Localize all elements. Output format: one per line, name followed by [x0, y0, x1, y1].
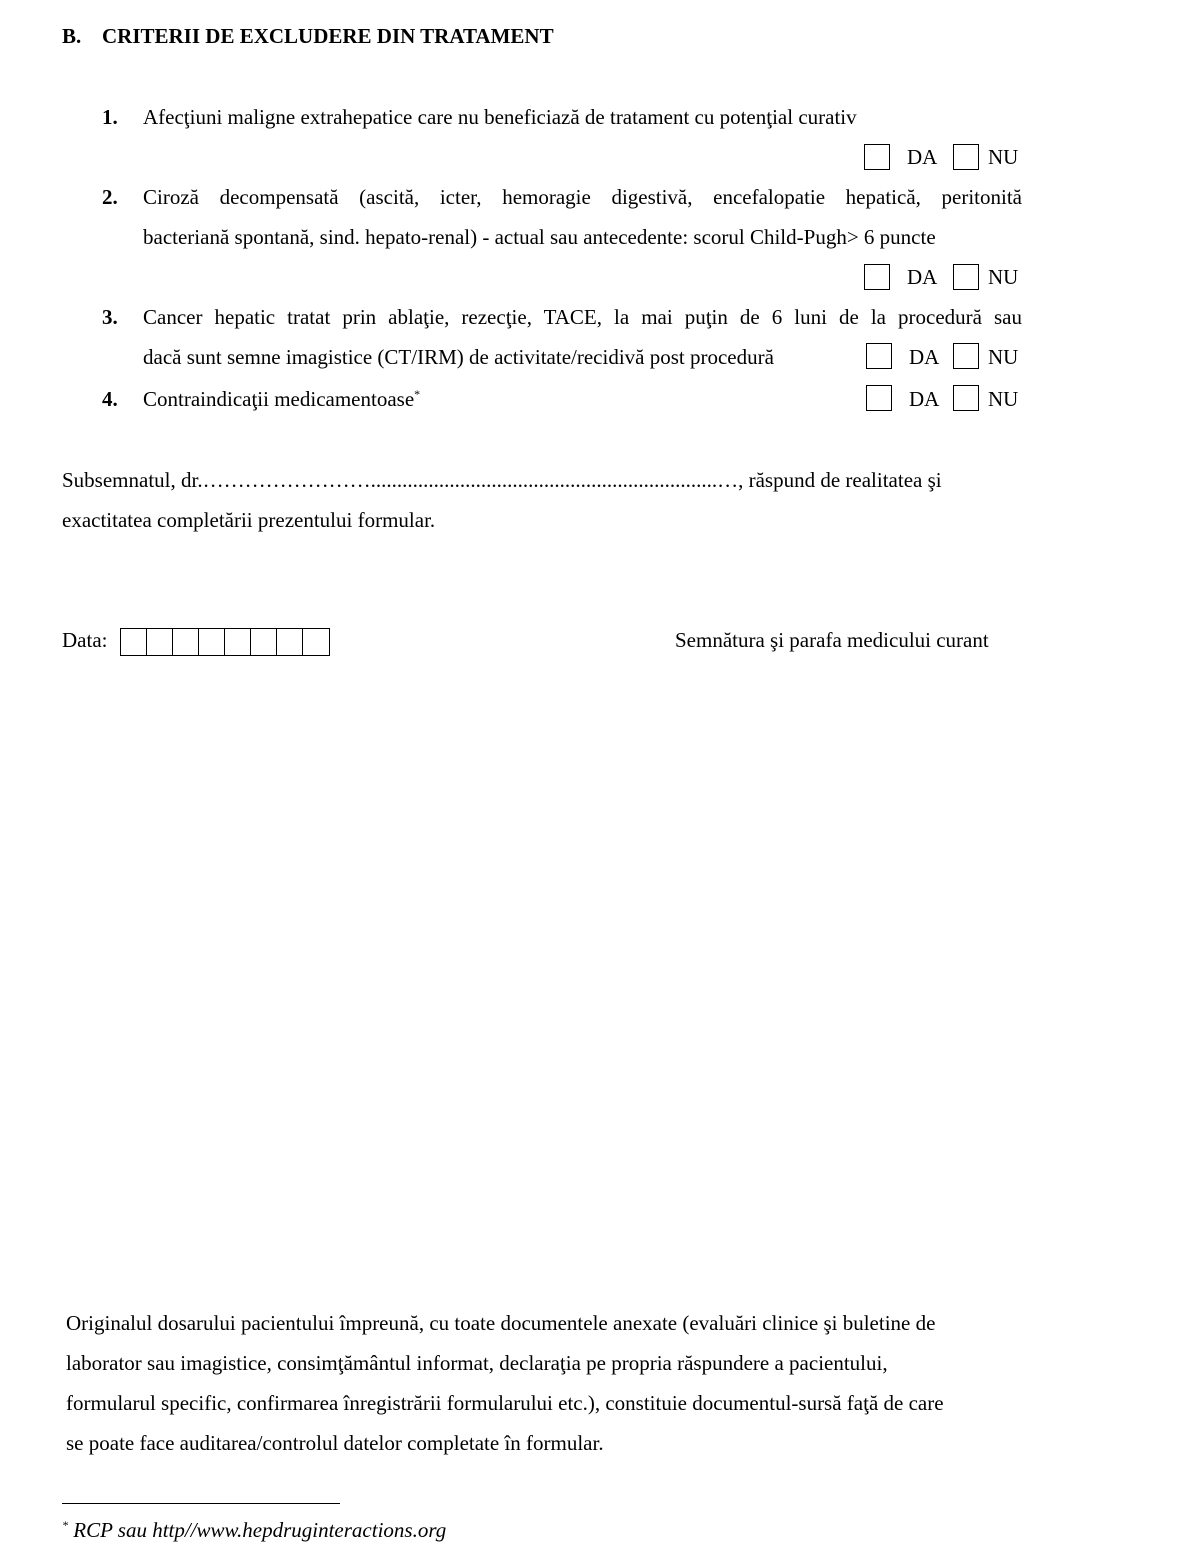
criterion-1-nu-checkbox[interactable]: [953, 144, 979, 170]
criterion-3-da-checkbox[interactable]: [866, 343, 892, 369]
note-line-1: Originalul dosarului pacientului împreună, cu toate documentele anexate (evaluări clinice şi buletine de: [66, 1311, 936, 1335]
criterion-2-number: 2.: [102, 185, 118, 209]
criterion-2-nu-label: NU: [988, 265, 1019, 289]
footnote-mark: *: [62, 1518, 68, 1532]
criterion-3-da-label: DA: [909, 345, 940, 369]
declaration-end: , răspund de realitatea şi: [738, 468, 942, 492]
doctor-name-field[interactable]: ……………………..................................................................…: [202, 468, 739, 492]
signature-label: Semnătura şi parafa medicului curant: [675, 628, 989, 652]
criterion-4-da-checkbox[interactable]: [866, 385, 892, 411]
footnote: [62, 1518, 446, 1543]
criterion-3-nu-label: NU: [988, 345, 1019, 369]
criterion-3-number: 3.: [102, 305, 118, 329]
criterion-1-number: 1.: [102, 105, 118, 129]
criterion-1-da-label: DA: [907, 145, 938, 169]
criterion-2-text-line-1: Ciroză decompensată (ascită, icter, hemoragie digestivă, encefalopatie hepatică, peritonită: [143, 185, 1022, 209]
date-digit-box[interactable]: [121, 629, 147, 655]
date-digit-box[interactable]: [199, 629, 225, 655]
criterion-3-text-line-1: Cancer hepatic tratat prin ablaţie, rezecţie, TACE, la mai puţin de 6 luni de la procedură sau: [143, 305, 1022, 329]
section-letter: B.: [62, 24, 82, 48]
footnote-marker: *: [414, 387, 421, 401]
criterion-4-label: Contraindicaţii medicamentoase: [143, 387, 415, 411]
criterion-2-da-label: DA: [907, 265, 938, 289]
note-line-3: formularul specific, confirmarea înregistrării formularului etc.), constituie documentul-sursă faţă de care: [66, 1391, 944, 1415]
date-digit-box[interactable]: [303, 629, 329, 655]
criterion-3-nu-checkbox[interactable]: [953, 343, 979, 369]
criterion-2-text-line-2: bacteriană spontană, sind. hepato-renal) - actual sau antecedente: scorul Child-Pugh> 6 puncte: [143, 225, 936, 249]
criterion-4-nu-checkbox[interactable]: [953, 385, 979, 411]
declaration-line-1: [62, 468, 942, 493]
declaration-start: Subsemnatul, dr.: [62, 468, 203, 492]
criterion-4-text: [143, 387, 420, 412]
date-digit-box[interactable]: [147, 629, 173, 655]
section-title: CRITERII DE EXCLUDERE DIN TRATAMENT: [102, 24, 554, 48]
criterion-1-nu-label: NU: [988, 145, 1019, 169]
criterion-1-text: Afecţiuni maligne extrahepatice care nu beneficiază de tratament cu potenţial curativ: [143, 105, 857, 129]
footnote-text: RCP sau http//www.hepdruginteractions.org: [68, 1518, 447, 1542]
note-line-2: laborator sau imagistice, consimţământul informat, declaraţia pe propria răspundere a pacientului,: [66, 1351, 888, 1375]
criterion-4-nu-label: NU: [988, 387, 1019, 411]
note-line-4: se poate face auditarea/controlul datelor completate în formular.: [66, 1431, 604, 1455]
criterion-4-number: 4.: [102, 387, 118, 411]
date-input-boxes[interactable]: [120, 628, 330, 656]
criterion-1-da-checkbox[interactable]: [864, 144, 890, 170]
criterion-4-da-label: DA: [909, 387, 940, 411]
date-label: Data:: [62, 628, 108, 652]
date-digit-box[interactable]: [225, 629, 251, 655]
date-digit-box[interactable]: [251, 629, 277, 655]
date-digit-box[interactable]: [173, 629, 199, 655]
footnote-separator: [62, 1503, 340, 1504]
declaration-line-2: exactitatea completării prezentului formular.: [62, 508, 436, 532]
date-digit-box[interactable]: [277, 629, 303, 655]
criterion-2-nu-checkbox[interactable]: [953, 264, 979, 290]
criterion-2-da-checkbox[interactable]: [864, 264, 890, 290]
criterion-3-text-line-2: dacă sunt semne imagistice (CT/IRM) de activitate/recidivă post procedură: [143, 345, 774, 369]
